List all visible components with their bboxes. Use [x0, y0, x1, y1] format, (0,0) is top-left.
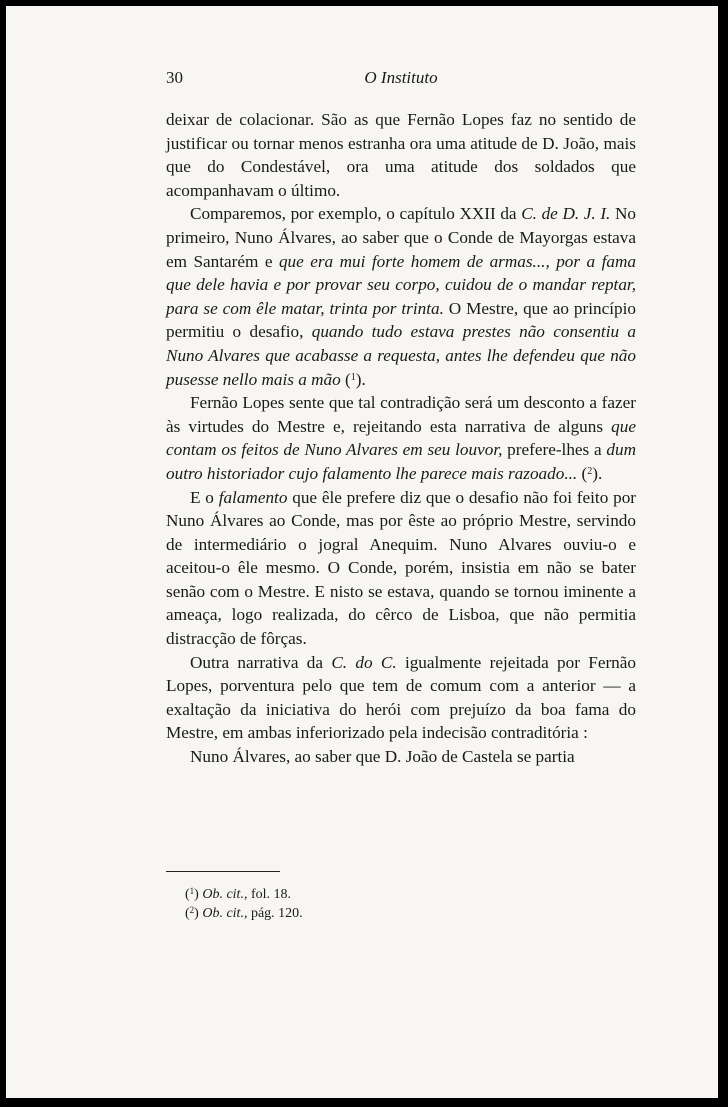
text-run: ( — [577, 463, 588, 483]
page-number: 30 — [166, 68, 183, 87]
page-header — [166, 68, 636, 92]
text-run: Nuno Álvares, ao saber que D. João de Castela se partia — [190, 747, 575, 767]
footnotes — [185, 885, 303, 923]
text-run: Outra narrativa da — [190, 652, 332, 672]
footnote-rule — [166, 871, 280, 872]
footnote-location: fol. 18. — [247, 887, 292, 902]
paragraph — [166, 202, 636, 391]
paragraph — [166, 391, 636, 485]
italic-text: C. do C. — [331, 652, 397, 672]
text-run: ). — [355, 369, 366, 389]
text-run: No primeiro, Nuno Álvares, ao saber que o Conde de Mayorgas estava em Santarém e — [166, 204, 636, 271]
body-text — [166, 108, 636, 769]
italic-text: quando tudo estava prestes não consentiu a Nuno Alvares que acabasse a requesta, antes lhe defendeu que não pusesse nello mais a mão — [166, 322, 636, 389]
italic-text: que era mui forte homem de armas..., por a fama que dele havia e por provar seu corpo, cuidou de o mandar reptar, para se com êle matar, trinta por trinta. — [166, 251, 636, 318]
text-run: E o — [190, 487, 219, 507]
text-run: ). — [592, 463, 603, 483]
footnote-number: 1 — [189, 886, 195, 896]
text-run: O Mestre, que ao princípio permitiu o desafio, — [166, 298, 636, 342]
running-title: O Instituto — [364, 68, 438, 87]
italic-text: que contam os feitos de Nuno Alvares em seu louvor, — [166, 416, 636, 460]
paragraph — [166, 651, 636, 745]
italic-text: falamento — [218, 487, 288, 507]
text-run: deixar de colacionar. São as que Fernão Lopes faz no sentido de justificar ou tornar menos estranha ora uma atitude de D. João, mais que do Condestável, ora uma atitude dos soldados que acompanhavam o último. — [166, 110, 636, 200]
text-run: que êle prefere diz que o desafio não foi feito por Nuno Álvares ao Conde, mas por êste ao próprio Mestre, servindo de intermediário o jogral Anequim. Nuno Alvares ouviu-o e aceitou-o êle mesmo. O Conde, porém, insistia em não se bater senão com o Mestre. E nisto se estava, quando se tornou iminente a ameaça, logo realizada, do cêrco de Lisboa, que não permitia distracção de fôrças. — [166, 487, 637, 649]
italic-text: C. de D. J. I. — [521, 204, 611, 224]
text-run: Comparemos, por exemplo, o capítulo XXII da — [190, 204, 522, 224]
text-run: prefere-lhes a — [502, 440, 607, 460]
footnote-marker: 1 — [350, 371, 356, 383]
text-run: igualmente rejeitada por Fernão Lopes, porventura pelo que tem de comum com a anterior — a exaltação da iniciativa do herói com prejuízo da boa fama do Mestre, em ambas inferiorizado pela indecisão contraditória : — [166, 652, 636, 743]
footnote-reference: Ob. cit., — [202, 887, 248, 902]
footnote-reference: Ob. cit., — [202, 906, 248, 921]
footnote-marker: 2 — [587, 465, 593, 477]
italic-text: dum outro historiador cujo falamento lhe parece mais razoado... — [166, 440, 636, 483]
footnote: ($^2$) Ob. cit., pág. 120. — [185, 905, 303, 921]
paragraph — [166, 486, 636, 651]
footnote-location: pág. 120. — [247, 906, 303, 921]
book-page — [6, 6, 718, 1098]
paragraph — [166, 745, 636, 769]
footnote: ($^1$) Ob. cit., fol. 18. — [185, 886, 292, 902]
footnote-number: 2 — [189, 905, 195, 915]
text-run: ( — [340, 369, 351, 389]
text-run: Fernão Lopes sente que tal contradição será um desconto a fazer às virtudes do Mestre e, rejeitando esta narrativa de alguns — [166, 393, 636, 436]
paragraph — [166, 108, 636, 202]
